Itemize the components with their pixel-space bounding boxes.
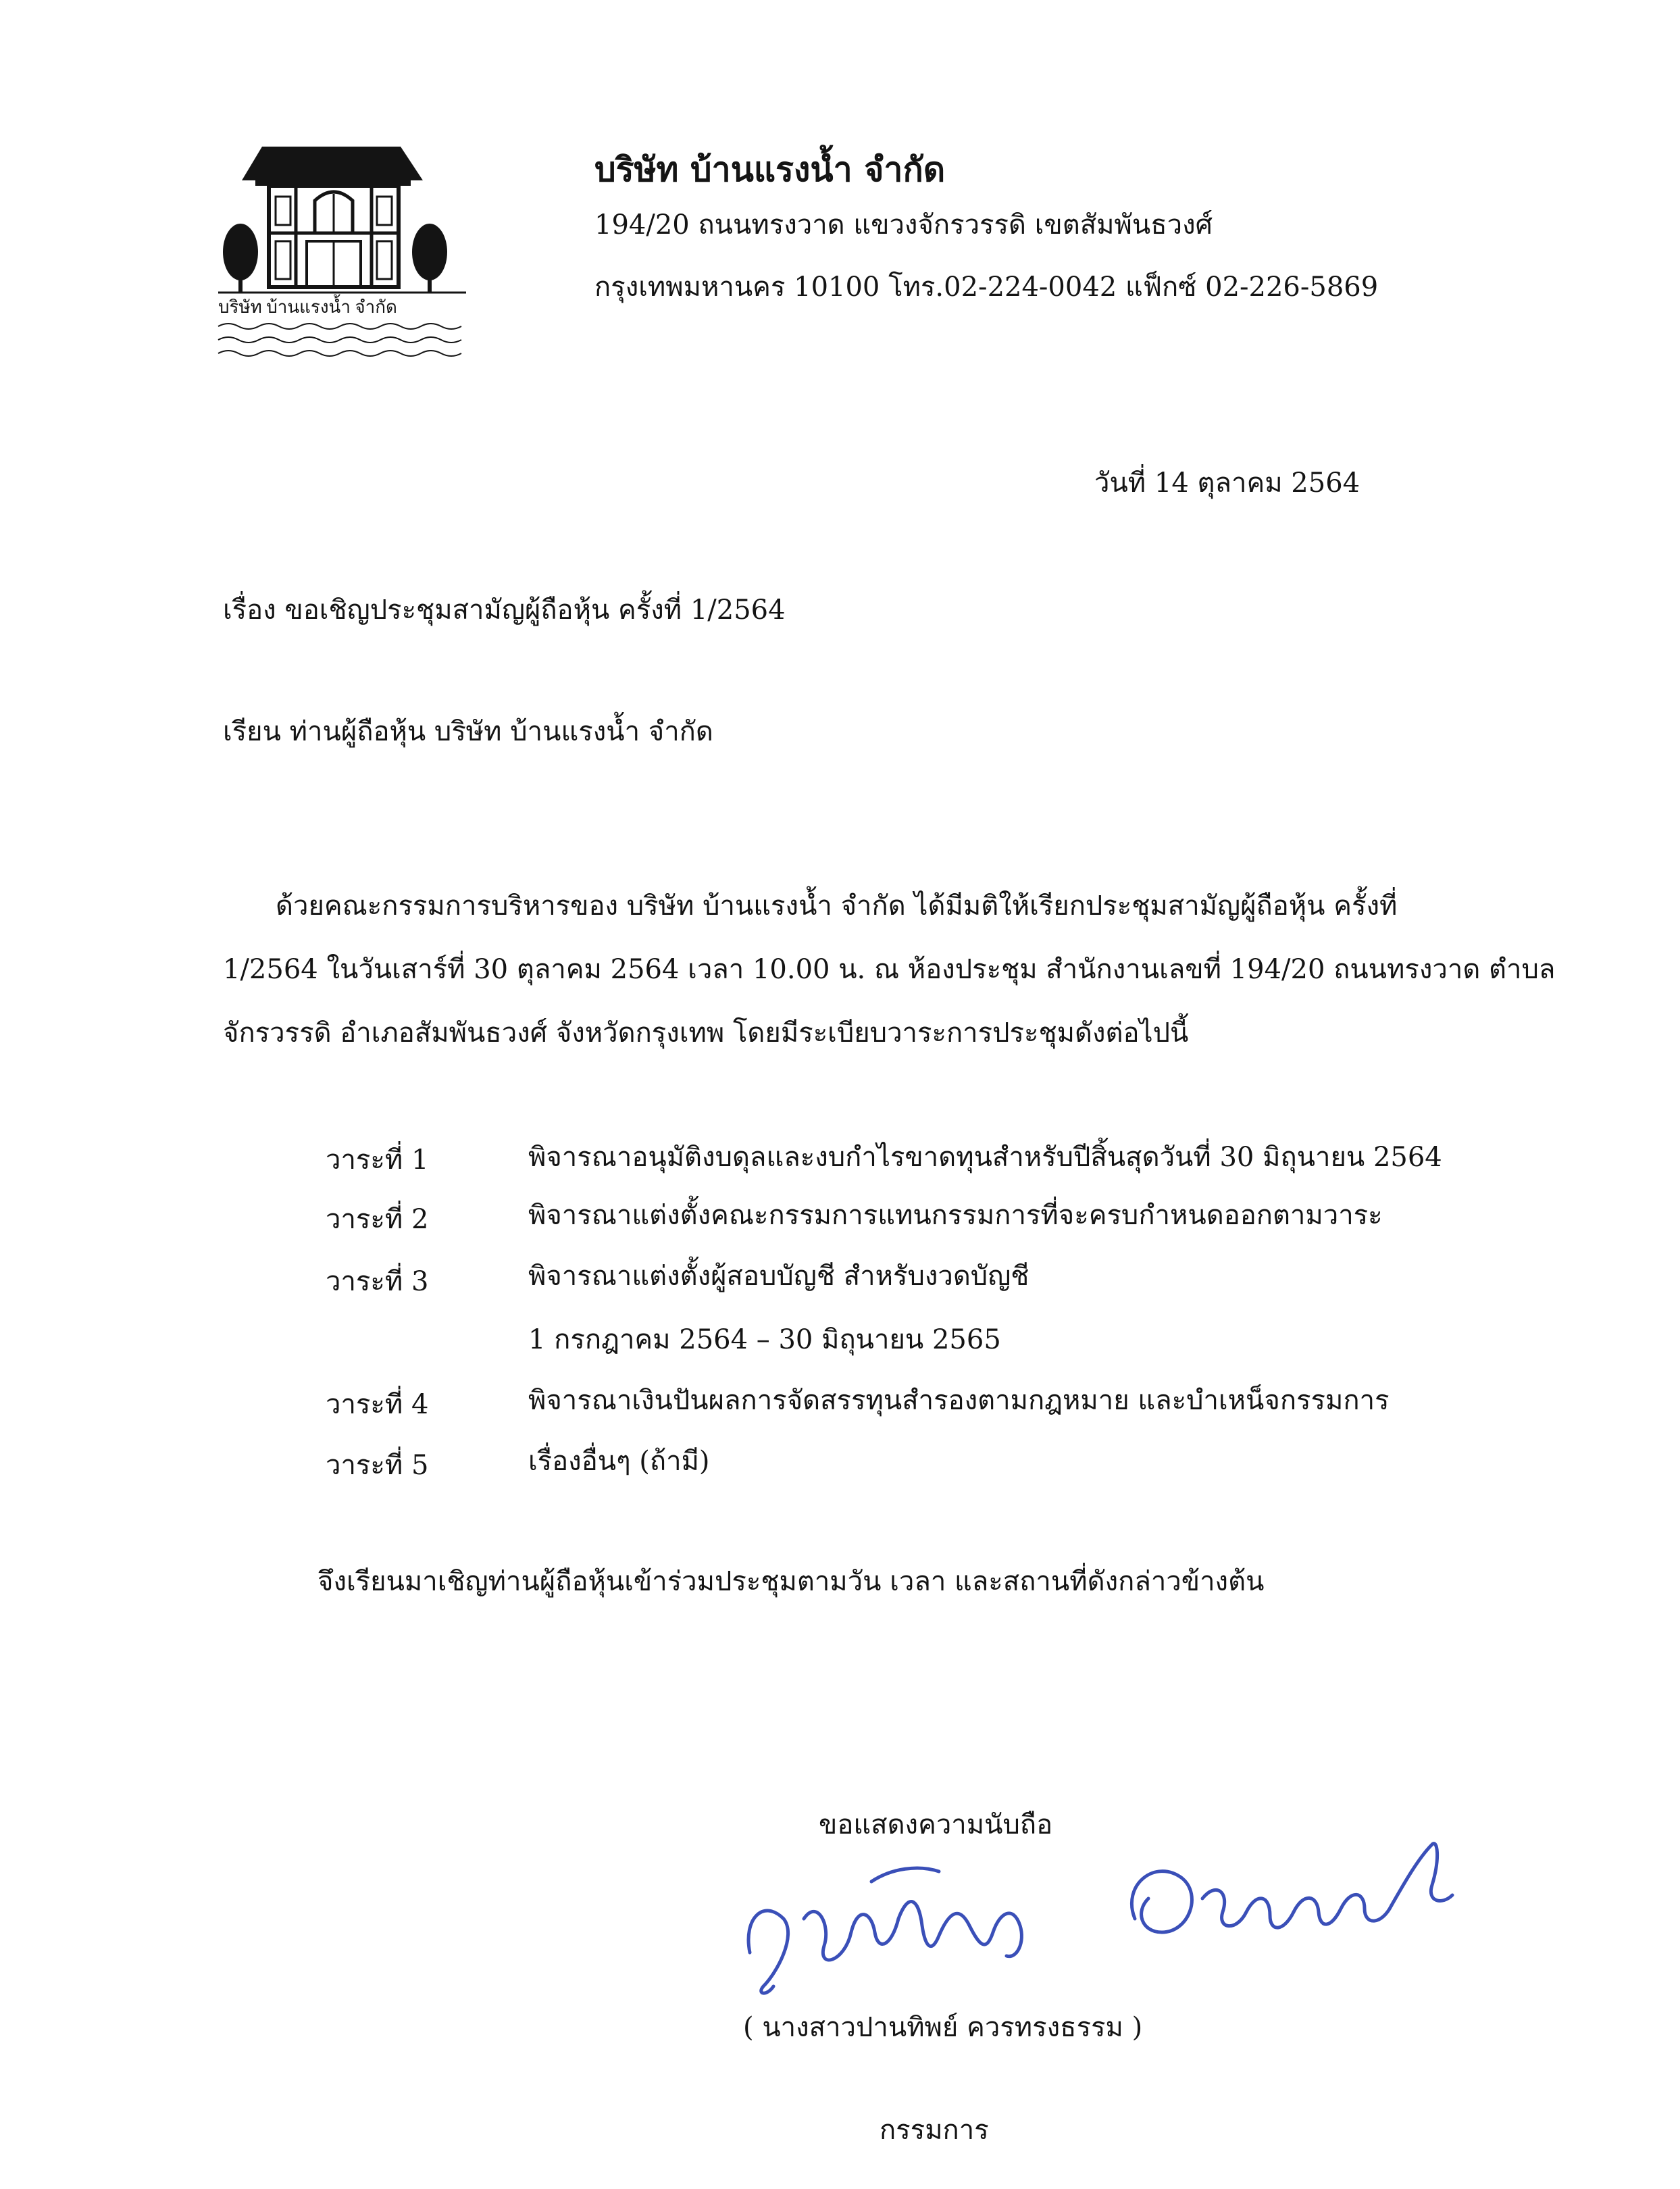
letter-subject: เรื่อง ขอเชิญประชุมสามัญผู้ถือหุ้น ครั้งที่ 1/2564	[223, 595, 786, 626]
signer-position: กรรมการ	[880, 2115, 989, 2146]
agenda-label-3: วาระที่ 3	[326, 1266, 429, 1297]
agenda-text-3-period: 1 กรกฎาคม 2564 – 30 มิถุนายน 2565	[528, 1324, 1001, 1355]
regards-text: ขอแสดงความนับถือ	[819, 1809, 1053, 1840]
company-logo	[215, 139, 505, 361]
letter-date: วันที่ 14 ตุลาคม 2564	[1094, 468, 1360, 499]
company-address-line2: กรุงเทพมหานคร 10100 โทร.02-224-0042 แฟ็กซ์ 02-226-5869	[594, 272, 1379, 303]
company-address-line1: 194/20 ถนนทรงวาด แขวงจักรวรรดิ เขตสัมพันธวงศ์	[594, 209, 1213, 241]
closing-text: จึงเรียนมาเชิญท่านผู้ถือหุ้นเข้าร่วมประชุมตามวัน เวลา และสถานที่ดังกล่าวข้างต้น	[317, 1566, 1265, 1597]
handwritten-signature	[716, 1817, 1473, 2020]
agenda-text-4: พิจารณาเงินปันผลการจัดสรรทุนสำรองตามกฎหมาย และบำเหน็จกรรมการ	[528, 1385, 1390, 1416]
agenda-text-5: เรื่องอื่นๆ (ถ้ามี)	[528, 1446, 710, 1477]
agenda-label-4: วาระที่ 4	[326, 1389, 429, 1420]
letter-recipient: เรียน ท่านผู้ถือหุ้น บริษัท บ้านแรงน้ำ จำกัด	[223, 716, 713, 747]
svg-text:บริษัท บ้านแรงน้ำ จำกัด: บริษัท บ้านแรงน้ำ จำกัด	[218, 297, 397, 317]
agenda-label-5: วาระที่ 5	[326, 1450, 429, 1481]
agenda-label-2: วาระที่ 2	[326, 1204, 429, 1235]
agenda-label-1: วาระที่ 1	[326, 1144, 429, 1176]
signer-name: ( นางสาวปานทิพย์ ควรทรงธรรม )	[743, 2012, 1143, 2043]
agenda-text-2: พิจารณาแต่งตั้งคณะกรรมการแทนกรรมการที่จะครบกำหนดออกตามวาระ	[528, 1200, 1383, 1231]
body-line-1: ด้วยคณะกรรมการบริหารของ บริษัท บ้านแรงน้ำ จำกัด ได้มีมติให้เรียกประชุมสามัญผู้ถือหุ้น ครั้งที่	[276, 890, 1398, 922]
company-name: บริษัท บ้านแรงน้ำ จำกัด	[594, 149, 946, 189]
agenda-text-3: พิจารณาแต่งตั้งผู้สอบบัญชี สำหรับงวดบัญชี	[528, 1261, 1029, 1292]
agenda-text-1: พิจารณาอนุมัติงบดุลและงบกำไรขาดทุนสำหรับปีสิ้นสุดวันที่ 30 มิถุนายน 2564	[528, 1142, 1442, 1173]
body-line-2: 1/2564 ในวันเสาร์ที่ 30 ตุลาคม 2564 เวลา 10.00 น. ณ ห้องประชุม สำนักงานเลขที่ 194/20 ถนนทรงวาด ตำบล	[223, 954, 1556, 985]
body-line-3: จักรวรรดิ อำเภอสัมพันธวงศ์ จังหวัดกรุงเทพ โดยมีระเบียบวาระการประชุมดังต่อไปนี้	[223, 1017, 1189, 1049]
